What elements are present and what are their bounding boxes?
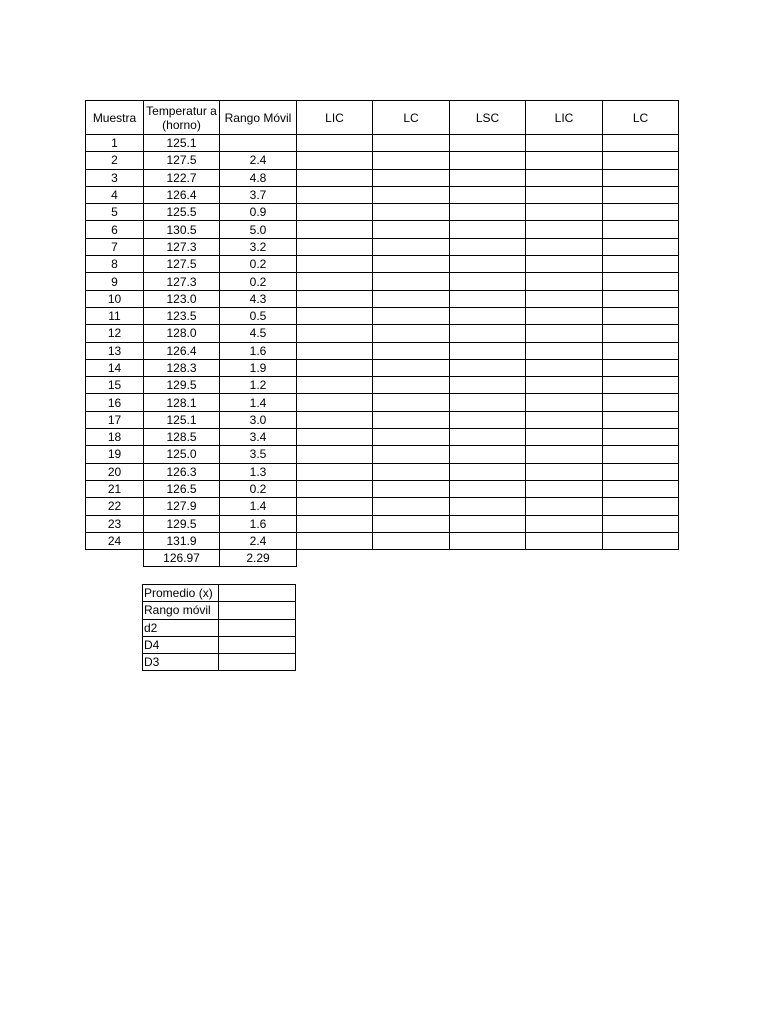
- temperature-cell[interactable]: 128.5: [144, 429, 220, 446]
- muestra-cell[interactable]: 8: [86, 256, 144, 273]
- muestra-cell[interactable]: 19: [86, 446, 144, 463]
- temperature-average[interactable]: 126.97: [144, 550, 220, 567]
- lc-range-cell[interactable]: [603, 429, 679, 446]
- table-row: [86, 325, 679, 342]
- lc-range-cell[interactable]: [603, 290, 679, 307]
- header-rango-movil: Rango Móvil: [220, 101, 297, 135]
- muestra-cell[interactable]: 2: [86, 152, 144, 169]
- moving-range-cell[interactable]: 0.9: [220, 204, 297, 221]
- lic-cell[interactable]: [297, 325, 373, 342]
- lc-range-cell[interactable]: [603, 135, 679, 152]
- moving-range-average[interactable]: 2.29: [220, 550, 297, 567]
- lic-cell[interactable]: [297, 515, 373, 532]
- lic-range-cell[interactable]: [526, 463, 603, 480]
- muestra-cell[interactable]: 9: [86, 273, 144, 290]
- lc-range-cell[interactable]: [603, 307, 679, 324]
- moving-range-cell[interactable]: 1.4: [220, 498, 297, 515]
- header-lc-range: LC: [603, 101, 679, 135]
- table-row: [86, 480, 679, 497]
- lic-range-cell[interactable]: [526, 515, 603, 532]
- lc-cell[interactable]: [373, 204, 450, 221]
- lc-range-cell[interactable]: [603, 515, 679, 532]
- temperature-cell[interactable]: 127.3: [144, 273, 220, 290]
- muestra-cell[interactable]: 13: [86, 342, 144, 359]
- temperature-cell[interactable]: 130.5: [144, 221, 220, 238]
- lc-cell[interactable]: [373, 429, 450, 446]
- lic-cell[interactable]: [297, 204, 373, 221]
- table-row: [86, 238, 679, 255]
- lsc-cell[interactable]: [450, 273, 526, 290]
- lic-range-cell[interactable]: [526, 135, 603, 152]
- lc-cell[interactable]: [373, 307, 450, 324]
- table-row: [86, 204, 679, 221]
- moving-range-cell[interactable]: 3.4: [220, 429, 297, 446]
- muestra-cell[interactable]: 4: [86, 186, 144, 203]
- lc-range-cell[interactable]: [603, 221, 679, 238]
- totals-spacer: [86, 550, 144, 567]
- temperature-cell[interactable]: 128.1: [144, 394, 220, 411]
- lsc-cell[interactable]: [450, 377, 526, 394]
- lc-range-cell[interactable]: [603, 186, 679, 203]
- lc-range-cell[interactable]: [603, 273, 679, 290]
- table-row: [86, 290, 679, 307]
- lc-cell[interactable]: [373, 152, 450, 169]
- param-value-cell[interactable]: [219, 585, 296, 602]
- lic-cell[interactable]: [297, 377, 373, 394]
- lic-cell[interactable]: [297, 238, 373, 255]
- temperature-cell[interactable]: 127.5: [144, 152, 220, 169]
- temperature-cell[interactable]: 123.5: [144, 307, 220, 324]
- temperature-cell[interactable]: 129.5: [144, 515, 220, 532]
- temperature-cell[interactable]: 131.9: [144, 532, 220, 549]
- lsc-cell[interactable]: [450, 515, 526, 532]
- lc-cell[interactable]: [373, 186, 450, 203]
- table-row: [86, 273, 679, 290]
- lc-range-cell[interactable]: [603, 359, 679, 376]
- moving-range-cell[interactable]: 2.4: [220, 152, 297, 169]
- lic-range-cell[interactable]: [526, 221, 603, 238]
- table-row: [86, 446, 679, 463]
- lsc-cell[interactable]: [450, 532, 526, 549]
- param-row: [143, 654, 296, 671]
- lc-cell[interactable]: [373, 256, 450, 273]
- lic-cell[interactable]: [297, 532, 373, 549]
- lc-range-cell[interactable]: [603, 394, 679, 411]
- table-row: [86, 152, 679, 169]
- lc-range-cell[interactable]: [603, 480, 679, 497]
- lc-range-cell[interactable]: [603, 256, 679, 273]
- moving-range-cell[interactable]: 0.2: [220, 256, 297, 273]
- table-row: [86, 498, 679, 515]
- moving-range-cell[interactable]: 4.3: [220, 290, 297, 307]
- lc-range-cell[interactable]: [603, 169, 679, 186]
- moving-range-cell[interactable]: 3.2: [220, 238, 297, 255]
- lic-range-cell[interactable]: [526, 152, 603, 169]
- lsc-cell[interactable]: [450, 307, 526, 324]
- lsc-cell[interactable]: [450, 135, 526, 152]
- table-row: [86, 221, 679, 238]
- lsc-cell[interactable]: [450, 290, 526, 307]
- lc-range-cell[interactable]: [603, 342, 679, 359]
- lc-range-cell[interactable]: [603, 325, 679, 342]
- table-row: [86, 186, 679, 203]
- lc-cell[interactable]: [373, 169, 450, 186]
- param-label: D4: [143, 636, 219, 653]
- temperature-cell[interactable]: 127.5: [144, 256, 220, 273]
- lic-cell[interactable]: [297, 152, 373, 169]
- muestra-cell[interactable]: 5: [86, 204, 144, 221]
- table-row: [86, 532, 679, 549]
- lsc-cell[interactable]: [450, 480, 526, 497]
- parameters-table: [142, 584, 296, 671]
- moving-range-cell[interactable]: 0.2: [220, 480, 297, 497]
- lic-range-cell[interactable]: [526, 273, 603, 290]
- lic-cell[interactable]: [297, 463, 373, 480]
- table-row: [86, 135, 679, 152]
- temperature-cell[interactable]: 129.5: [144, 377, 220, 394]
- temperature-cell[interactable]: 125.1: [144, 135, 220, 152]
- totals-row: [86, 550, 679, 567]
- table-row: [86, 394, 679, 411]
- lc-cell[interactable]: [373, 532, 450, 549]
- param-label: Promedio (x): [143, 585, 219, 602]
- lic-range-cell[interactable]: [526, 325, 603, 342]
- muestra-cell[interactable]: 15: [86, 377, 144, 394]
- param-row: [143, 619, 296, 636]
- lic-range-cell[interactable]: [526, 307, 603, 324]
- temperature-cell[interactable]: 126.4: [144, 186, 220, 203]
- lc-cell[interactable]: [373, 480, 450, 497]
- lic-cell[interactable]: [297, 498, 373, 515]
- lic-cell[interactable]: [297, 446, 373, 463]
- lsc-cell[interactable]: [450, 238, 526, 255]
- lic-range-cell[interactable]: [526, 238, 603, 255]
- lic-range-cell[interactable]: [526, 256, 603, 273]
- lic-range-cell[interactable]: [526, 446, 603, 463]
- lc-cell[interactable]: [373, 463, 450, 480]
- header-lic-range: LIC: [526, 101, 603, 135]
- lic-range-cell[interactable]: [526, 532, 603, 549]
- temperature-cell[interactable]: 123.0: [144, 290, 220, 307]
- lic-range-cell[interactable]: [526, 169, 603, 186]
- muestra-cell[interactable]: 23: [86, 515, 144, 532]
- temperature-cell[interactable]: 125.0: [144, 446, 220, 463]
- lc-range-cell[interactable]: [603, 238, 679, 255]
- lic-cell[interactable]: [297, 290, 373, 307]
- param-value-cell[interactable]: [219, 602, 296, 619]
- moving-range-cell[interactable]: 5.0: [220, 221, 297, 238]
- lc-cell[interactable]: [373, 273, 450, 290]
- lsc-cell[interactable]: [450, 446, 526, 463]
- lsc-cell[interactable]: [450, 359, 526, 376]
- muestra-cell[interactable]: 3: [86, 169, 144, 186]
- muestra-cell[interactable]: 7: [86, 238, 144, 255]
- param-label: D3: [143, 654, 219, 671]
- muestra-cell[interactable]: 6: [86, 221, 144, 238]
- moving-range-cell[interactable]: [220, 135, 297, 152]
- moving-range-cell[interactable]: 4.5: [220, 325, 297, 342]
- moving-range-cell[interactable]: 3.7: [220, 186, 297, 203]
- lic-range-cell[interactable]: [526, 394, 603, 411]
- lc-cell[interactable]: [373, 515, 450, 532]
- lc-cell[interactable]: [373, 377, 450, 394]
- table-row: [86, 359, 679, 376]
- param-value-cell[interactable]: [219, 654, 296, 671]
- header-row: [86, 101, 679, 135]
- muestra-cell[interactable]: 10: [86, 290, 144, 307]
- lic-cell[interactable]: [297, 135, 373, 152]
- lc-cell[interactable]: [373, 238, 450, 255]
- param-row: [143, 636, 296, 653]
- header-lsc: LSC: [450, 101, 526, 135]
- moving-range-cell[interactable]: 0.5: [220, 307, 297, 324]
- lsc-cell[interactable]: [450, 411, 526, 428]
- lsc-cell[interactable]: [450, 169, 526, 186]
- lic-cell[interactable]: [297, 342, 373, 359]
- muestra-cell[interactable]: 18: [86, 429, 144, 446]
- lic-cell[interactable]: [297, 169, 373, 186]
- lsc-cell[interactable]: [450, 463, 526, 480]
- lic-cell[interactable]: [297, 256, 373, 273]
- temperature-cell[interactable]: 127.3: [144, 238, 220, 255]
- lc-range-cell[interactable]: [603, 463, 679, 480]
- lic-cell[interactable]: [297, 429, 373, 446]
- muestra-cell[interactable]: 16: [86, 394, 144, 411]
- header-lic: LIC: [297, 101, 373, 135]
- moving-range-cell[interactable]: 3.0: [220, 411, 297, 428]
- lsc-cell[interactable]: [450, 342, 526, 359]
- param-label: Rango móvil: [143, 602, 219, 619]
- lc-range-cell[interactable]: [603, 446, 679, 463]
- header-temperatura: Temperatur a (horno): [144, 101, 220, 135]
- moving-range-cell[interactable]: 4.8: [220, 169, 297, 186]
- lc-cell[interactable]: [373, 135, 450, 152]
- muestra-cell[interactable]: 1: [86, 135, 144, 152]
- lc-range-cell[interactable]: [603, 498, 679, 515]
- table-row: [86, 411, 679, 428]
- lic-range-cell[interactable]: [526, 411, 603, 428]
- lc-range-cell[interactable]: [603, 204, 679, 221]
- moving-range-cell[interactable]: 1.2: [220, 377, 297, 394]
- moving-range-cell[interactable]: 1.3: [220, 463, 297, 480]
- param-label: d2: [143, 619, 219, 636]
- lsc-cell[interactable]: [450, 221, 526, 238]
- moving-range-cell[interactable]: 1.4: [220, 394, 297, 411]
- param-value-cell[interactable]: [219, 619, 296, 636]
- lsc-cell[interactable]: [450, 325, 526, 342]
- temperature-cell[interactable]: 126.3: [144, 463, 220, 480]
- param-value-cell[interactable]: [219, 636, 296, 653]
- lic-cell[interactable]: [297, 411, 373, 428]
- lc-cell[interactable]: [373, 498, 450, 515]
- lc-cell[interactable]: [373, 394, 450, 411]
- table-row: [86, 429, 679, 446]
- lc-range-cell[interactable]: [603, 152, 679, 169]
- table-row: [86, 463, 679, 480]
- lic-range-cell[interactable]: [526, 359, 603, 376]
- lc-range-cell[interactable]: [603, 377, 679, 394]
- lic-cell[interactable]: [297, 186, 373, 203]
- lic-cell[interactable]: [297, 480, 373, 497]
- control-chart-table: [85, 100, 679, 567]
- table-row: [86, 515, 679, 532]
- table-row: [86, 307, 679, 324]
- lic-cell[interactable]: [297, 273, 373, 290]
- lic-range-cell[interactable]: [526, 186, 603, 203]
- temperature-cell[interactable]: 122.7: [144, 169, 220, 186]
- moving-range-cell[interactable]: 3.5: [220, 446, 297, 463]
- muestra-cell[interactable]: 20: [86, 463, 144, 480]
- lic-cell[interactable]: [297, 359, 373, 376]
- header-lc: LC: [373, 101, 450, 135]
- moving-range-cell[interactable]: 2.4: [220, 532, 297, 549]
- temperature-cell[interactable]: 127.9: [144, 498, 220, 515]
- lic-range-cell[interactable]: [526, 429, 603, 446]
- temperature-cell[interactable]: 125.5: [144, 204, 220, 221]
- lsc-cell[interactable]: [450, 256, 526, 273]
- temperature-cell[interactable]: 125.1: [144, 411, 220, 428]
- lc-range-cell[interactable]: [603, 532, 679, 549]
- lic-range-cell[interactable]: [526, 342, 603, 359]
- header-muestra: Muestra: [86, 101, 144, 135]
- lsc-cell[interactable]: [450, 429, 526, 446]
- table-row: [86, 342, 679, 359]
- lsc-cell[interactable]: [450, 186, 526, 203]
- lc-cell[interactable]: [373, 359, 450, 376]
- param-row: [143, 602, 296, 619]
- muestra-cell[interactable]: 22: [86, 498, 144, 515]
- lc-cell[interactable]: [373, 411, 450, 428]
- lic-cell[interactable]: [297, 307, 373, 324]
- temperature-cell[interactable]: 126.4: [144, 342, 220, 359]
- lc-cell[interactable]: [373, 221, 450, 238]
- lsc-cell[interactable]: [450, 204, 526, 221]
- muestra-cell[interactable]: 17: [86, 411, 144, 428]
- lc-cell[interactable]: [373, 446, 450, 463]
- lc-cell[interactable]: [373, 290, 450, 307]
- moving-range-cell[interactable]: 1.9: [220, 359, 297, 376]
- lsc-cell[interactable]: [450, 152, 526, 169]
- lsc-cell[interactable]: [450, 394, 526, 411]
- muestra-cell[interactable]: 14: [86, 359, 144, 376]
- moving-range-cell[interactable]: 1.6: [220, 515, 297, 532]
- muestra-cell[interactable]: 12: [86, 325, 144, 342]
- muestra-cell[interactable]: 11: [86, 307, 144, 324]
- muestra-cell[interactable]: 24: [86, 532, 144, 549]
- moving-range-cell[interactable]: 0.2: [220, 273, 297, 290]
- muestra-cell[interactable]: 21: [86, 480, 144, 497]
- moving-range-cell[interactable]: 1.6: [220, 342, 297, 359]
- table-row: [86, 377, 679, 394]
- lic-cell[interactable]: [297, 221, 373, 238]
- lic-range-cell[interactable]: [526, 377, 603, 394]
- table-row: [86, 256, 679, 273]
- lic-range-cell[interactable]: [526, 290, 603, 307]
- temperature-cell[interactable]: 128.3: [144, 359, 220, 376]
- lic-range-cell[interactable]: [526, 498, 603, 515]
- temperature-cell[interactable]: 128.0: [144, 325, 220, 342]
- lic-range-cell[interactable]: [526, 480, 603, 497]
- temperature-cell[interactable]: 126.5: [144, 480, 220, 497]
- lsc-cell[interactable]: [450, 498, 526, 515]
- lc-cell[interactable]: [373, 325, 450, 342]
- lic-range-cell[interactable]: [526, 204, 603, 221]
- lc-cell[interactable]: [373, 342, 450, 359]
- lic-cell[interactable]: [297, 394, 373, 411]
- table-row: [86, 169, 679, 186]
- param-row: [143, 585, 296, 602]
- lc-range-cell[interactable]: [603, 411, 679, 428]
